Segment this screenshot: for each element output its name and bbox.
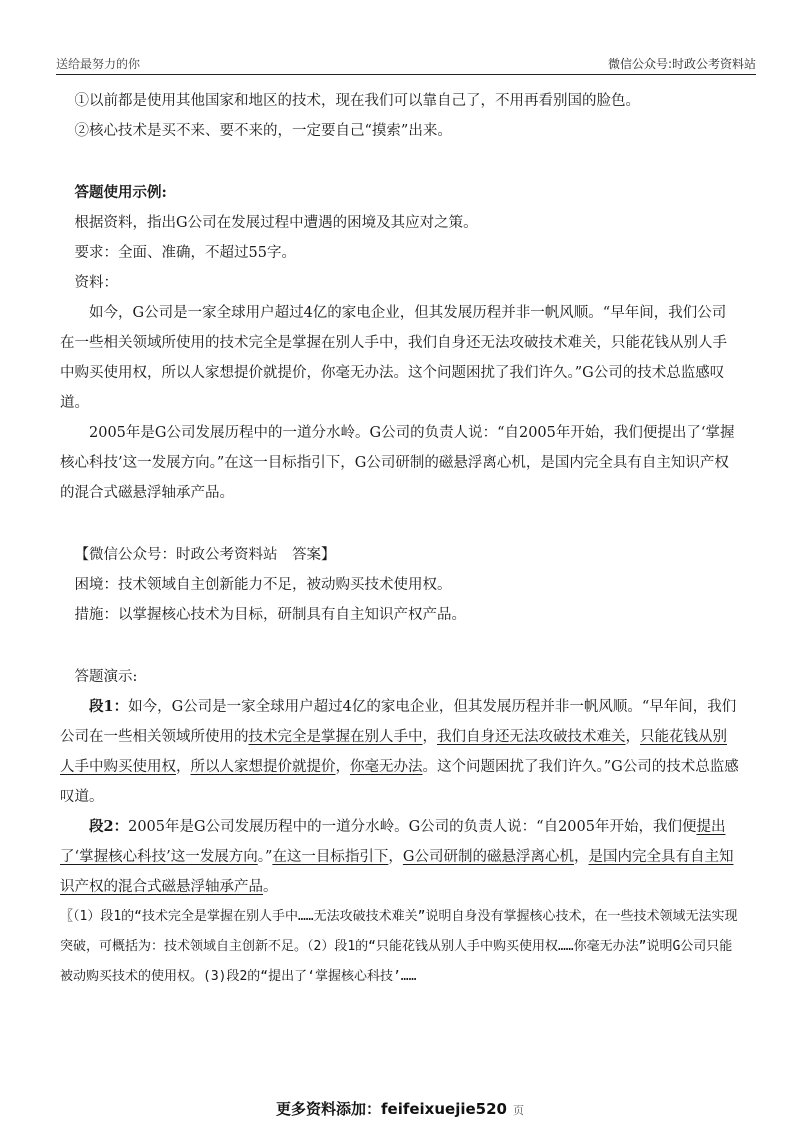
underlined-phrase: 我们自身还无法攻破技术难关 [437,729,626,745]
answer-dilemma: 困境：技术领域自主创新能力不足，被动购买技术使用权。 [74,577,452,593]
text-segment: 。 [263,879,278,895]
header-right-text: 微信公众号:时政公考资料站 [607,57,756,71]
paragraph-label: 段1： [89,698,129,715]
answer-measure: 措施：以掌握核心技术为目标，研制具有自主知识产权产品。 [74,607,466,623]
spacer [60,146,740,178]
example-heading: 答题使用示例: [74,184,167,201]
underlined-phrase: 所以人家想提价就提价 [190,759,336,775]
page-number-label: 页 [512,1104,524,1117]
text-segment: 。” [257,849,273,865]
text-segment: ， [625,729,640,745]
text-segment: ， [388,849,403,865]
answer-title: 【微信公众号：时政公考资料站 答案】 [74,547,336,563]
header-left-text: 送给最努力的你 [56,57,141,71]
underlined-phrase: 你毫无办法 [350,759,423,775]
point-2: ②核心技术是买不来、要不来的，一定要自己“摸索”出来。 [74,123,452,139]
demo-paragraph-2 [60,812,740,902]
point-1: ①以前都是使用其他国家和地区的技术，现在我们可以靠自己了，不用再看别国的脸色。 [74,93,640,109]
spacer [60,508,740,540]
footer-contact-text: 更多资料添加：feifeixuejie520 [276,1100,507,1118]
underlined-phrase: 只能花钱从别人手中购买使用权 [60,729,727,775]
text-segment: ， [176,759,191,775]
example-requirement: 要求：全面、准确，不超过55字。 [74,245,296,261]
material-paragraph-2: 2005年是G公司发展历程中的一道分水岭。G公司的负责人说：“自2005年开始，我们便提出了‘掌握核心科技’这一发展方向。”在这一目标指引下，G公司研制的磁悬浮离心机，是国内完全具有自主知识产权的混合式磁悬浮轴承产品。 [60,425,735,501]
material-label: 资料： [74,275,118,291]
text-segment: ， [335,759,350,775]
material-paragraph-1: 如今，G公司是一家全球用户超过4亿的家电企业，但其发展历程并非一帆风顺。“早年间，我们公司在一些相关领域所使用的技术完全是掌握在别人手中，我们自身还无法攻破技术难关，只能花钱从别人手中购买使用权，所以人家想提价就提价，你毫无办法。这个问题困扰了我们许久。”G公司的技术总监感叹道。 [60,305,727,411]
demo-heading: 答题演示: [74,669,138,685]
underlined-phrase: 提出了‘掌握核心科技’这一发展方向 [60,819,726,865]
text-segment: 2005年是G公司发展历程中的一道分水岭。G公司的负责人说：“自2005年开始，我们便 [128,819,697,835]
text-segment: 。这个问题困扰了我们许久。”G公司的技术总监感叹道。 [60,759,739,805]
paragraph-label: 段2： [89,818,129,835]
text-segment: ， [422,729,437,745]
demo-paragraph-1 [60,692,740,812]
text-segment: 如今，G公司是一家全球用户超过4亿的家电企业，但其发展历程并非一帆风顺。“早年间，我们公司在一些相关领域所使用的 [60,699,737,745]
page-footer [0,1098,800,1119]
document-body [60,86,740,992]
underlined-phrase: 在这一目标指引下 [272,849,389,865]
page-header [56,52,756,75]
example-question: 根据资料，指出G公司在发展过程中遭遇的困境及其应对之策。 [74,215,478,231]
underlined-phrase: 技术完全是掌握在别人手中 [248,729,423,745]
analysis-note: 〖（1）段1的“技术完全是掌握在别人手中……无法攻破技术难关”说明自身没有掌握核心技术，在一些技术领域无法实现突破，可概括为：技术领域自主创新不足。（2）段1的“只能花钱从别人手中购买使用权……你毫无办法”说明G公司只能被动购买技术的使用权。(3)段2的“提出了‘掌握核心科技’…… [60,909,738,984]
underlined-phrase: G公司研制的磁悬浮离心机 [402,849,574,865]
text-segment: ， [573,849,589,865]
underlined-phrase: 是国内完全具有自主知识产权的混合式磁悬浮轴承产品 [60,849,734,895]
spacer [60,630,740,662]
